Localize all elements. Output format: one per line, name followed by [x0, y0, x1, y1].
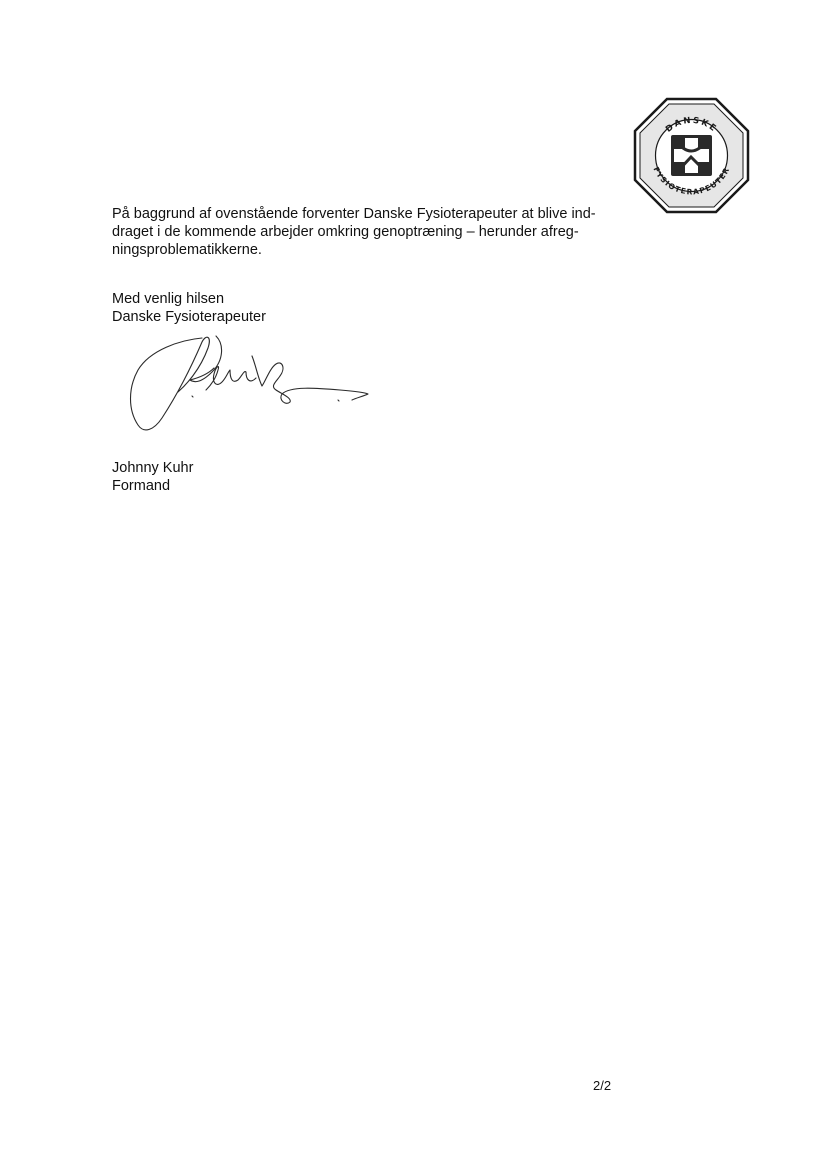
signer-title: Formand: [112, 478, 171, 494]
closing-organization: Danske Fysioterapeuter: [112, 309, 266, 325]
svg-text:DANSKE: DANSKE: [663, 115, 720, 135]
body-line: På baggrund af ovenstående forventer Danske Fysioterapeuter at blive ind-: [112, 206, 596, 222]
body-line: draget i de kommende arbejder omkring genoptræning – herunder afreg-: [112, 224, 579, 240]
closing-greeting: Med venlig hilsen: [112, 291, 225, 307]
handwritten-signature-icon: [120, 330, 380, 440]
body-paragraph: [112, 205, 612, 259]
body-line: ningsproblematikkerne.: [112, 242, 262, 258]
svg-text:FYSIOTERAPEUTER: FYSIOTERAPEUTER: [651, 165, 732, 197]
signer-name: Johnny Kuhr: [112, 460, 194, 476]
closing-block: [112, 290, 266, 326]
signer-block: [112, 459, 193, 495]
danske-fysioterapeuter-logo-icon: [633, 97, 750, 214]
page-number: 2/2: [593, 1078, 612, 1093]
